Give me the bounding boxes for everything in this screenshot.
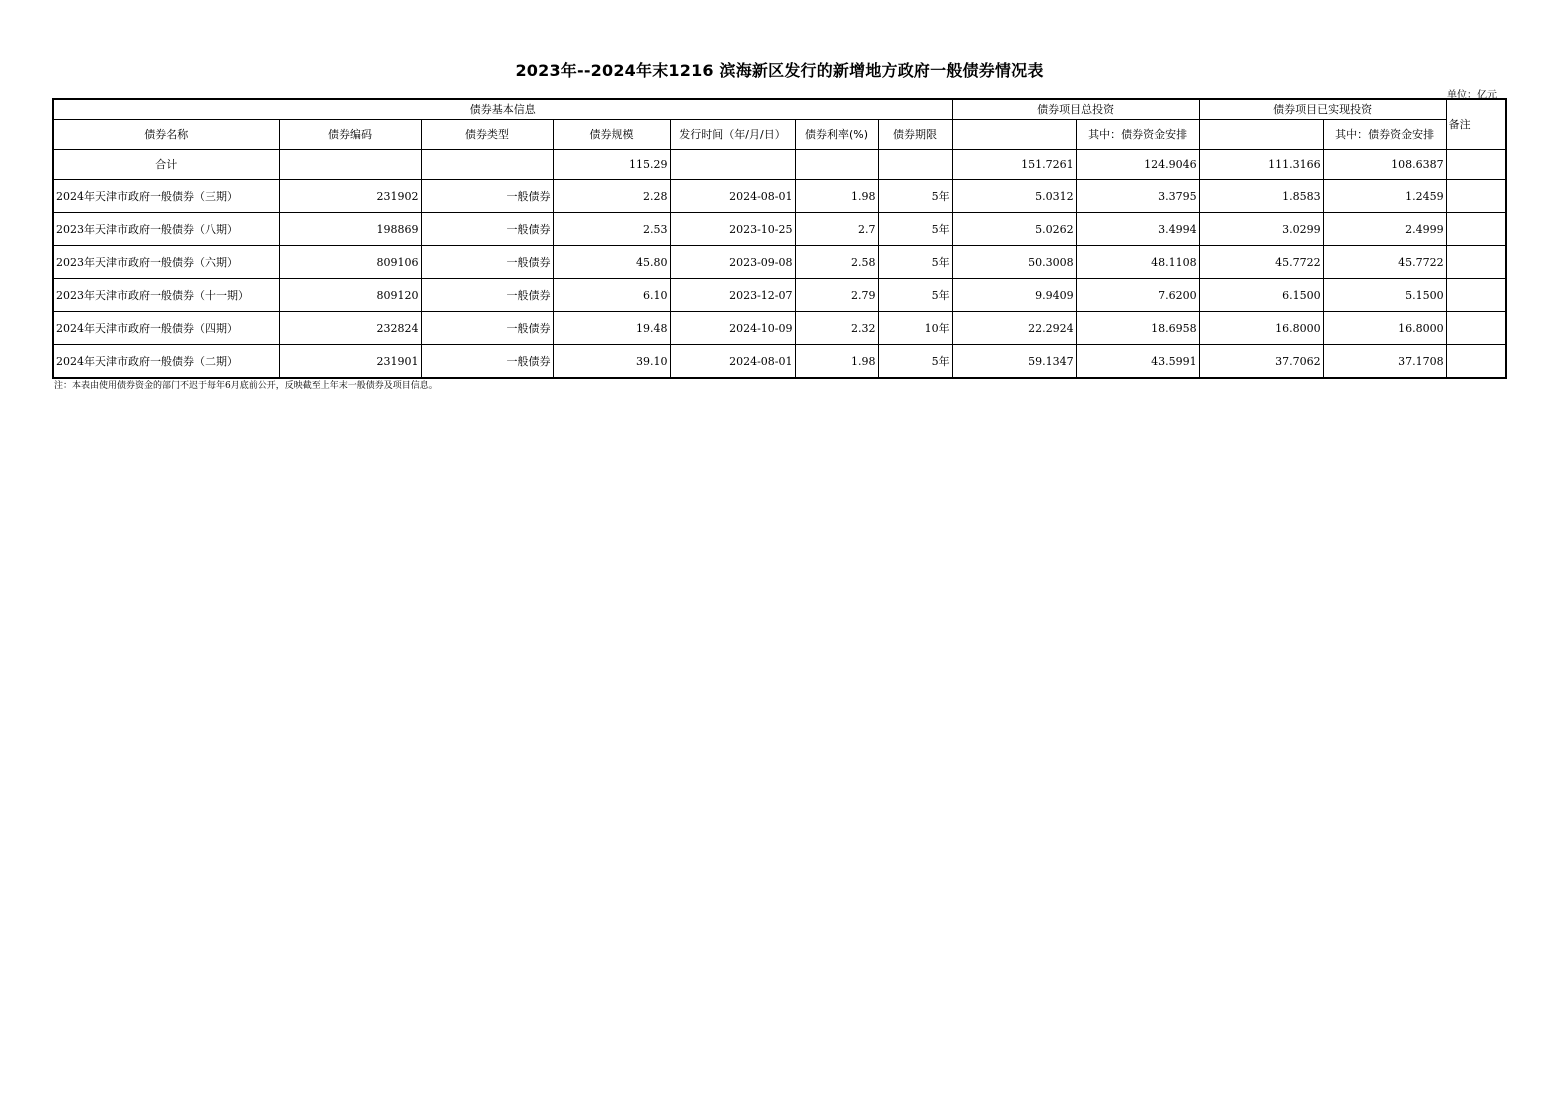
row-rate: 2.32: [795, 312, 878, 345]
row-total-bond-funds: 18.6958: [1076, 312, 1199, 345]
row-rate: 2.79: [795, 279, 878, 312]
row-issue-date: 2024-08-01: [670, 180, 795, 213]
group-remarks: 备注: [1446, 99, 1506, 150]
row-name: 2023年天津市政府一般债券（六期）: [53, 246, 279, 279]
row-name: 2023年天津市政府一般债券（十一期）: [53, 279, 279, 312]
col-header-code: 债券编码: [279, 120, 421, 150]
row-type: 一般债券: [421, 345, 553, 379]
row-remark: [1446, 279, 1506, 312]
total-realized-investment: 111.3166: [1199, 150, 1323, 180]
row-remark: [1446, 345, 1506, 379]
row-term: 5年: [878, 246, 952, 279]
row-type: 一般债券: [421, 279, 553, 312]
row-realized-bond-funds: 1.2459: [1323, 180, 1446, 213]
row-term: 5年: [878, 279, 952, 312]
row-code: 232824: [279, 312, 421, 345]
column-header-row: [53, 120, 1506, 150]
row-realized-bond-funds: 5.1500: [1323, 279, 1446, 312]
row-total-bond-funds: 43.5991: [1076, 345, 1199, 379]
row-code: 198869: [279, 213, 421, 246]
footnote: 注：本表由使用债券资金的部门不迟于每年6月底前公开，反映截至上年末一般债券及项目信息。: [54, 381, 438, 391]
row-rate: 2.58: [795, 246, 878, 279]
row-name: 2023年天津市政府一般债券（八期）: [53, 213, 279, 246]
row-remark: [1446, 213, 1506, 246]
page-title: 2023年--2024年末1216 滨海新区发行的新增地方政府一般债券情况表: [515, 61, 1044, 80]
row-term: 5年: [878, 345, 952, 379]
row-issue-date: 2023-12-07: [670, 279, 795, 312]
total-scale: 115.29: [553, 150, 670, 180]
row-realized-bond-funds: 2.4999: [1323, 213, 1446, 246]
row-code: 809120: [279, 279, 421, 312]
row-realized-investment: 3.0299: [1199, 213, 1323, 246]
group-header-row: [53, 99, 1506, 120]
row-total-bond-funds: 3.4994: [1076, 213, 1199, 246]
row-type: 一般债券: [421, 180, 553, 213]
row-realized-investment: 16.8000: [1199, 312, 1323, 345]
total-type-cell: [421, 150, 553, 180]
total-realized-bond-funds: 108.6387: [1323, 150, 1446, 180]
group-basic-info: 债券基本信息: [53, 99, 952, 120]
row-name: 2024年天津市政府一般债券（二期）: [53, 345, 279, 379]
table-row: [53, 213, 1506, 246]
row-scale: 19.48: [553, 312, 670, 345]
col-header-realized-bond-funds: 其中：债券资金安排: [1323, 120, 1446, 150]
row-total-investment: 5.0262: [952, 213, 1076, 246]
row-realized-investment: 6.1500: [1199, 279, 1323, 312]
row-term: 10年: [878, 312, 952, 345]
col-header-term: 债券期限: [878, 120, 952, 150]
row-total-bond-funds: 48.1108: [1076, 246, 1199, 279]
col-header-issue-date: 发行时间（年/月/日）: [670, 120, 795, 150]
row-issue-date: 2023-10-25: [670, 213, 795, 246]
table-row: [53, 279, 1506, 312]
row-term: 5年: [878, 180, 952, 213]
total-date-cell: [670, 150, 795, 180]
row-code: 231902: [279, 180, 421, 213]
total-code-cell: [279, 150, 421, 180]
row-scale: 6.10: [553, 279, 670, 312]
row-type: 一般债券: [421, 213, 553, 246]
total-term-cell: [878, 150, 952, 180]
row-remark: [1446, 180, 1506, 213]
col-header-realized-investment-blank: [1199, 120, 1323, 150]
row-name: 2024年天津市政府一般债券（四期）: [53, 312, 279, 345]
row-term: 5年: [878, 213, 952, 246]
col-header-rate: 债券利率(%): [795, 120, 878, 150]
row-rate: 1.98: [795, 345, 878, 379]
unit-label: 单位：亿元: [1447, 90, 1497, 101]
group-realized-investment: 债券项目已实现投资: [1199, 99, 1446, 120]
table-row: [53, 246, 1506, 279]
total-rate-cell: [795, 150, 878, 180]
row-realized-bond-funds: 16.8000: [1323, 312, 1446, 345]
row-type: 一般债券: [421, 246, 553, 279]
col-header-name: 债券名称: [53, 120, 279, 150]
total-bond-funds: 124.9046: [1076, 150, 1199, 180]
row-total-investment: 59.1347: [952, 345, 1076, 379]
total-label: 合计: [53, 150, 279, 180]
group-total-investment: 债券项目总投资: [952, 99, 1199, 120]
row-code: 809106: [279, 246, 421, 279]
row-remark: [1446, 246, 1506, 279]
row-name: 2024年天津市政府一般债券（三期）: [53, 180, 279, 213]
row-remark: [1446, 312, 1506, 345]
row-total-bond-funds: 7.6200: [1076, 279, 1199, 312]
row-issue-date: 2024-08-01: [670, 345, 795, 379]
row-total-investment: 50.3008: [952, 246, 1076, 279]
row-type: 一般债券: [421, 312, 553, 345]
col-header-total-bond-funds: 其中：债券资金安排: [1076, 120, 1199, 150]
col-header-scale: 债券规模: [553, 120, 670, 150]
bond-table: [52, 98, 1507, 379]
row-realized-bond-funds: 37.1708: [1323, 345, 1446, 379]
total-row: [53, 150, 1506, 180]
row-realized-investment: 45.7722: [1199, 246, 1323, 279]
row-total-investment: 9.9409: [952, 279, 1076, 312]
row-scale: 2.28: [553, 180, 670, 213]
row-realized-investment: 37.7062: [1199, 345, 1323, 379]
row-realized-investment: 1.8583: [1199, 180, 1323, 213]
row-scale: 45.80: [553, 246, 670, 279]
table-row: [53, 312, 1506, 345]
row-scale: 2.53: [553, 213, 670, 246]
table-row: [53, 345, 1506, 379]
col-header-total-investment-blank: [952, 120, 1076, 150]
row-issue-date: 2024-10-09: [670, 312, 795, 345]
row-rate: 1.98: [795, 180, 878, 213]
row-scale: 39.10: [553, 345, 670, 379]
row-total-bond-funds: 3.3795: [1076, 180, 1199, 213]
total-investment: 151.7261: [952, 150, 1076, 180]
row-realized-bond-funds: 45.7722: [1323, 246, 1446, 279]
table-row: [53, 180, 1506, 213]
row-code: 231901: [279, 345, 421, 379]
row-total-investment: 22.2924: [952, 312, 1076, 345]
col-header-type: 债券类型: [421, 120, 553, 150]
row-issue-date: 2023-09-08: [670, 246, 795, 279]
total-remark-cell: [1446, 150, 1506, 180]
row-rate: 2.7: [795, 213, 878, 246]
row-total-investment: 5.0312: [952, 180, 1076, 213]
